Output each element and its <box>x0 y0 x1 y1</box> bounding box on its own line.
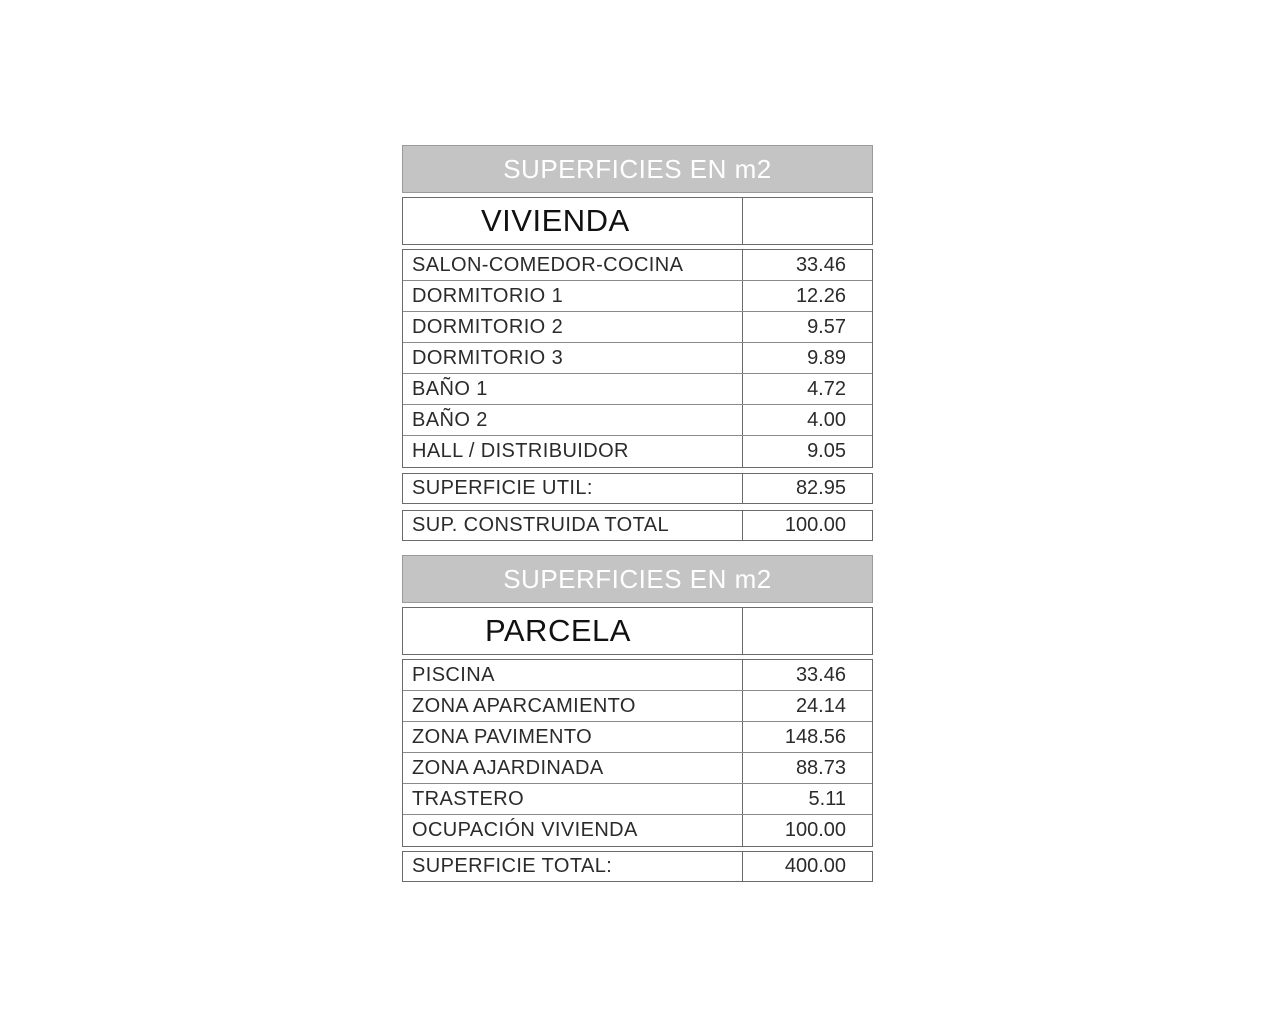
vivienda-title-empty-cell <box>743 198 872 244</box>
row-value: 33.46 <box>795 254 846 276</box>
table-row <box>403 436 872 467</box>
total-value: 400.00 <box>784 855 846 877</box>
table-row <box>403 753 872 784</box>
parcela-title: PARCELA <box>403 608 743 654</box>
table-row <box>403 374 872 405</box>
row-value: 88.73 <box>795 757 846 779</box>
table-row <box>403 722 872 753</box>
row-value: 33.46 <box>795 664 846 686</box>
row-value: 9.89 <box>807 347 846 369</box>
table-row <box>403 784 872 815</box>
row-value: 4.72 <box>807 378 846 400</box>
row-value: 12.26 <box>795 285 846 307</box>
table-row <box>403 281 872 312</box>
total-label: SUPERFICIE TOTAL: <box>403 852 743 881</box>
parcela-title-row <box>402 607 873 655</box>
row-value: 148.56 <box>784 726 846 748</box>
parcela-title-empty-cell <box>743 608 872 654</box>
vivienda-title-row <box>402 197 873 245</box>
vivienda-header: SUPERFICIES EN m2 <box>402 145 873 193</box>
row-value: 24.14 <box>795 695 846 717</box>
row-label: DORMITORIO 2 <box>403 312 743 342</box>
row-label: ZONA AJARDINADA <box>403 753 743 783</box>
construida-label: SUP. CONSTRUIDA TOTAL <box>403 511 743 540</box>
row-label: ZONA PAVIMENTO <box>403 722 743 752</box>
vivienda-title: VIVIENDA <box>403 198 743 244</box>
row-label: SALON-COMEDOR-COCINA <box>403 250 743 280</box>
table-row <box>403 815 872 846</box>
row-label: HALL / DISTRIBUIDOR <box>403 436 743 467</box>
row-label: PISCINA <box>403 660 743 690</box>
vivienda-table <box>402 249 873 468</box>
construida-value: 100.00 <box>784 514 846 536</box>
table-row <box>403 250 872 281</box>
row-value: 9.05 <box>807 440 846 462</box>
util-value: 82.95 <box>795 477 846 499</box>
row-value: 4.00 <box>807 409 846 431</box>
row-value: 9.57 <box>807 316 846 338</box>
row-value: 100.00 <box>784 819 846 841</box>
row-label: DORMITORIO 1 <box>403 281 743 311</box>
row-label: ZONA APARCAMIENTO <box>403 691 743 721</box>
row-label: BAÑO 1 <box>403 374 743 404</box>
row-value: 5.11 <box>808 788 846 810</box>
table-row <box>403 312 872 343</box>
parcela-table <box>402 659 873 847</box>
row-label: BAÑO 2 <box>403 405 743 435</box>
row-label: TRASTERO <box>403 784 743 814</box>
table-row <box>403 343 872 374</box>
table-row <box>403 691 872 722</box>
parcela-header: SUPERFICIES EN m2 <box>402 555 873 603</box>
row-label: OCUPACIÓN VIVIENDA <box>403 815 743 846</box>
table-row <box>403 660 872 691</box>
table-row <box>403 405 872 436</box>
vivienda-construida-row <box>402 510 873 541</box>
vivienda-util-row <box>402 473 873 504</box>
parcela-total-row <box>402 851 873 882</box>
row-label: DORMITORIO 3 <box>403 343 743 373</box>
util-label: SUPERFICIE UTIL: <box>403 474 743 503</box>
